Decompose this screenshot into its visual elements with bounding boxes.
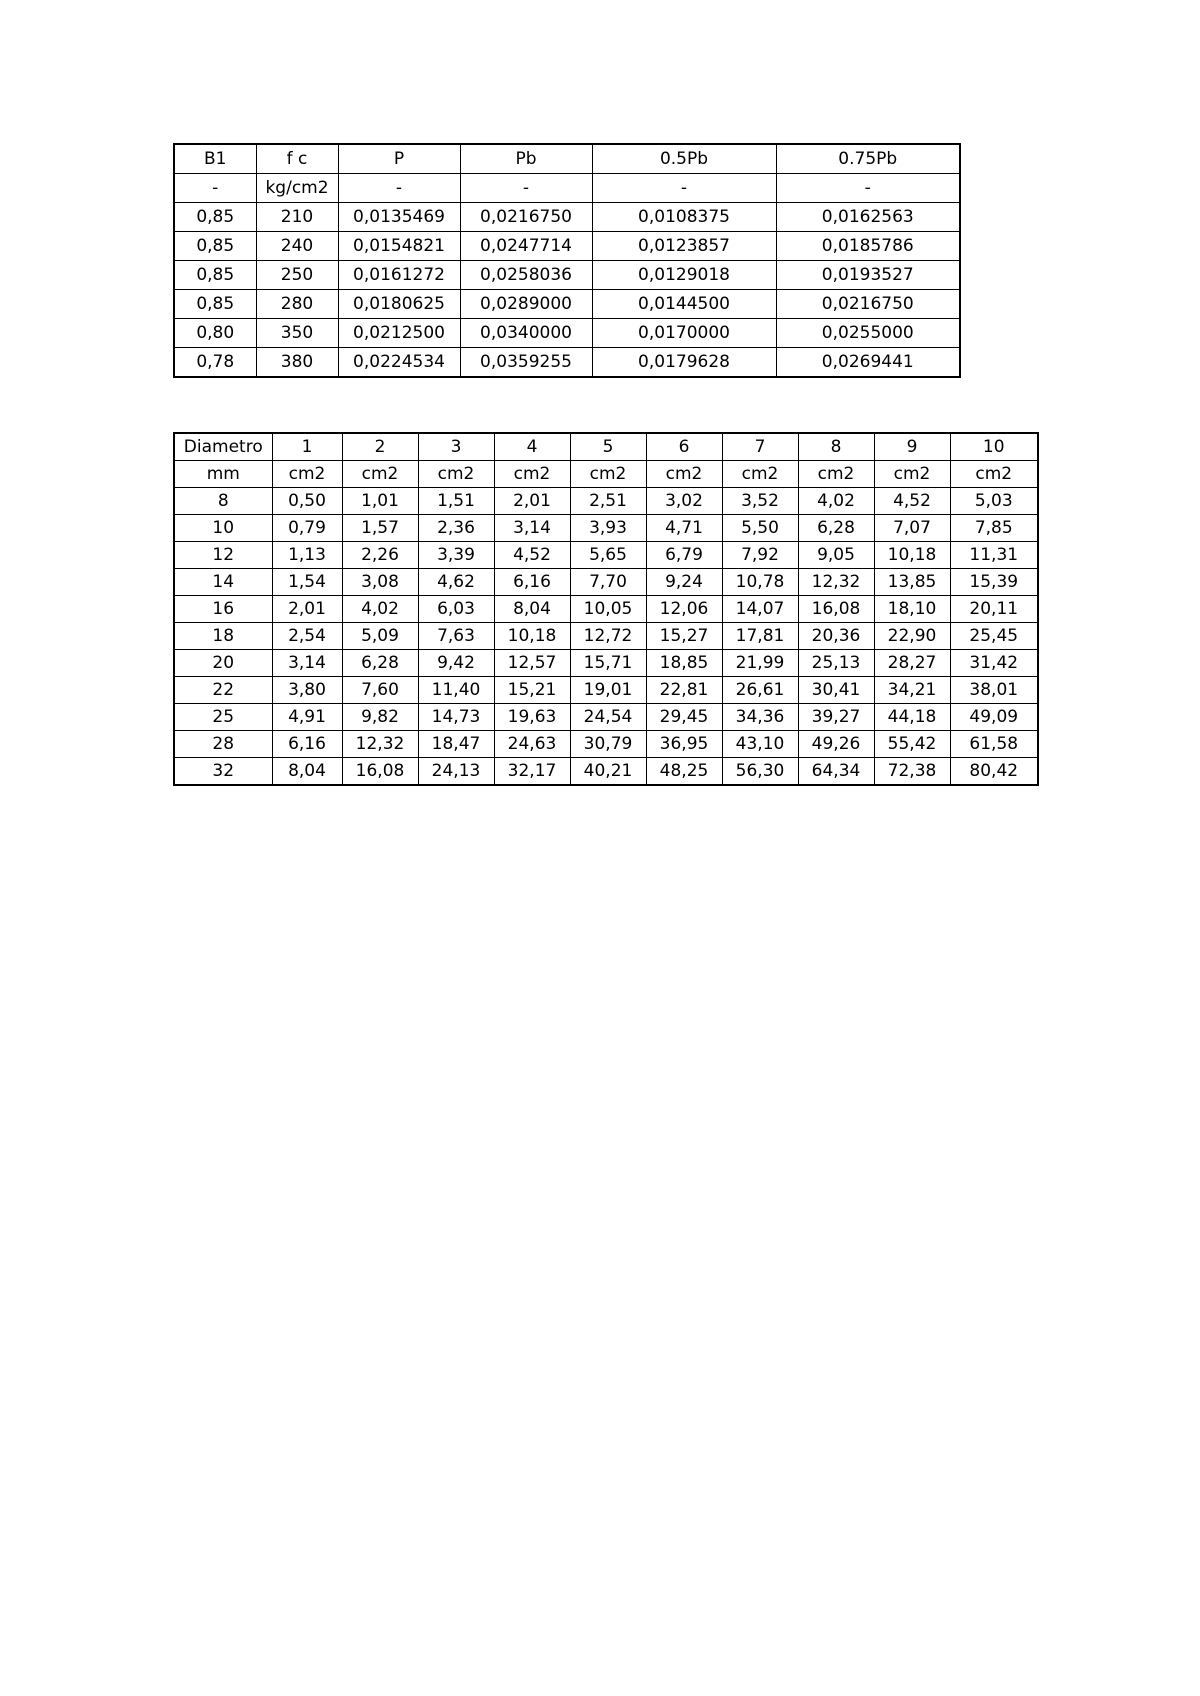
bars-cell: 14 [174, 569, 272, 596]
bars-cell: 0,79 [272, 515, 342, 542]
bars-cell: 44,18 [874, 704, 950, 731]
bars-cell: 28,27 [874, 650, 950, 677]
bars-cell: 4,52 [874, 488, 950, 515]
bars-cell: 1,51 [418, 488, 494, 515]
bars-cell: 32,17 [494, 758, 570, 786]
bars-cell: 20 [174, 650, 272, 677]
rho-cell: 0,85 [174, 232, 256, 261]
bars-cell: 3,08 [342, 569, 418, 596]
rho-cell: 0,0216750 [460, 203, 592, 232]
bars-cell: 30,79 [570, 731, 646, 758]
bars-cell: 1,54 [272, 569, 342, 596]
bars-cell: 8 [798, 433, 874, 461]
rho-data-row [174, 290, 960, 319]
rho-cell: 0,0170000 [592, 319, 776, 348]
bars-cell: 1 [272, 433, 342, 461]
bars-cell: 19,01 [570, 677, 646, 704]
bars-cell: 2,54 [272, 623, 342, 650]
rho-cell: 0,0123857 [592, 232, 776, 261]
rho-cell: B1 [174, 144, 256, 174]
bars-cell: 13,85 [874, 569, 950, 596]
bars-cell: cm2 [570, 461, 646, 488]
bars-data-row [174, 542, 1038, 569]
bars-cell: 61,58 [950, 731, 1038, 758]
bars-cell: 43,10 [722, 731, 798, 758]
bars-cell: 2,36 [418, 515, 494, 542]
bars-cell: 5,65 [570, 542, 646, 569]
bars-cell: 25,45 [950, 623, 1038, 650]
bars-cell: 5,09 [342, 623, 418, 650]
rho-cell: 0,0258036 [460, 261, 592, 290]
bars-cell: cm2 [272, 461, 342, 488]
bars-cell: 2 [342, 433, 418, 461]
rho-cell: 380 [256, 348, 338, 378]
rho-cell: P [338, 144, 460, 174]
bars-cell: 28 [174, 731, 272, 758]
bars-cell: 7,07 [874, 515, 950, 542]
bars-cell: 10 [950, 433, 1038, 461]
bars-cell: 20,11 [950, 596, 1038, 623]
bars-cell: 6,03 [418, 596, 494, 623]
rho-cell: 0,80 [174, 319, 256, 348]
rho-cell: 0,0212500 [338, 319, 460, 348]
bars-cell: 80,42 [950, 758, 1038, 786]
bars-cell: 36,95 [646, 731, 722, 758]
bars-cell: 55,42 [874, 731, 950, 758]
bars-cell: 6,79 [646, 542, 722, 569]
bars-cell: 29,45 [646, 704, 722, 731]
bars-cell: 16,08 [798, 596, 874, 623]
bars-cell: 34,36 [722, 704, 798, 731]
bars-cell: 8,04 [494, 596, 570, 623]
rho-cell: 350 [256, 319, 338, 348]
bars-cell: cm2 [418, 461, 494, 488]
bars-cell: cm2 [798, 461, 874, 488]
bars-cell: 39,27 [798, 704, 874, 731]
rho-data-row [174, 261, 960, 290]
bars-cell: 56,30 [722, 758, 798, 786]
bars-units-row [174, 461, 1038, 488]
rho-cell: - [460, 174, 592, 203]
rho-cell: 0,0193527 [776, 261, 960, 290]
rho-cell: 0,0162563 [776, 203, 960, 232]
rho-cell: 0,0224534 [338, 348, 460, 378]
bars-cell: 2,26 [342, 542, 418, 569]
bars-cell: cm2 [646, 461, 722, 488]
bars-cell: 4,02 [798, 488, 874, 515]
rho-cell: 0,0154821 [338, 232, 460, 261]
rho-cell: - [174, 174, 256, 203]
bars-cell: 7,63 [418, 623, 494, 650]
bars-cell: 49,09 [950, 704, 1038, 731]
bars-cell: 0,50 [272, 488, 342, 515]
rho-cell: 0,0161272 [338, 261, 460, 290]
bars-cell: mm [174, 461, 272, 488]
bars-cell: 4,91 [272, 704, 342, 731]
bars-cell: 25,13 [798, 650, 874, 677]
bars-cell: 15,39 [950, 569, 1038, 596]
bars-cell: 48,25 [646, 758, 722, 786]
bars-data-row [174, 623, 1038, 650]
bars-cell: 7,60 [342, 677, 418, 704]
bars-cell: 7,92 [722, 542, 798, 569]
rho-cell: 0,0185786 [776, 232, 960, 261]
bars-cell: 18,10 [874, 596, 950, 623]
bars-cell: 7,70 [570, 569, 646, 596]
bars-cell: 22 [174, 677, 272, 704]
bars-cell: 19,63 [494, 704, 570, 731]
bars-cell: 6 [646, 433, 722, 461]
bars-cell: 4,52 [494, 542, 570, 569]
rho-cell: 0,78 [174, 348, 256, 378]
bars-cell: 6,16 [272, 731, 342, 758]
bars-cell: 49,26 [798, 731, 874, 758]
rho-cell: 0,0108375 [592, 203, 776, 232]
bars-cell: 1,57 [342, 515, 418, 542]
rho-data-row [174, 319, 960, 348]
bars-cell: Diametro [174, 433, 272, 461]
rho-cell: 0,85 [174, 290, 256, 319]
bars-cell: 5,50 [722, 515, 798, 542]
bars-cell: 31,42 [950, 650, 1038, 677]
bars-cell: 72,38 [874, 758, 950, 786]
rho-data-row [174, 203, 960, 232]
bars-data-row [174, 650, 1038, 677]
bars-cell: 7,85 [950, 515, 1038, 542]
rho-cell: 0.5Pb [592, 144, 776, 174]
bars-cell: 3,93 [570, 515, 646, 542]
bars-cell: 2,01 [494, 488, 570, 515]
bars-cell: cm2 [950, 461, 1038, 488]
bars-cell: 2,51 [570, 488, 646, 515]
rho-header-row [174, 144, 960, 174]
bars-cell: 20,36 [798, 623, 874, 650]
rebar-area-table [173, 432, 1039, 786]
bars-cell: 3,80 [272, 677, 342, 704]
rho-cell: 0,0135469 [338, 203, 460, 232]
bars-cell: 16,08 [342, 758, 418, 786]
bars-cell: cm2 [874, 461, 950, 488]
bars-cell: 12 [174, 542, 272, 569]
rho-cell: 0.75Pb [776, 144, 960, 174]
bars-data-row [174, 731, 1038, 758]
bars-cell: 3,14 [494, 515, 570, 542]
rho-cell: 0,0269441 [776, 348, 960, 378]
bars-data-row [174, 569, 1038, 596]
bars-cell: 11,31 [950, 542, 1038, 569]
bars-cell: 4,02 [342, 596, 418, 623]
bars-cell: 4,71 [646, 515, 722, 542]
bars-cell: 22,81 [646, 677, 722, 704]
bars-cell: 24,13 [418, 758, 494, 786]
bars-cell: 3 [418, 433, 494, 461]
bars-cell: 5,03 [950, 488, 1038, 515]
rho-units-row [174, 174, 960, 203]
reinforcement-ratio-table [173, 143, 961, 378]
rho-cell: - [776, 174, 960, 203]
bars-data-row [174, 488, 1038, 515]
bars-cell: 10,78 [722, 569, 798, 596]
bars-cell: cm2 [342, 461, 418, 488]
bars-cell: 4,62 [418, 569, 494, 596]
rho-cell: - [592, 174, 776, 203]
bars-cell: 3,02 [646, 488, 722, 515]
bars-cell: 6,16 [494, 569, 570, 596]
rho-cell: 250 [256, 261, 338, 290]
bars-cell: 21,99 [722, 650, 798, 677]
bars-cell: 15,27 [646, 623, 722, 650]
bars-cell: 6,28 [342, 650, 418, 677]
bars-cell: 18,85 [646, 650, 722, 677]
bars-cell: 24,63 [494, 731, 570, 758]
bars-cell: 15,21 [494, 677, 570, 704]
bars-cell: 17,81 [722, 623, 798, 650]
bars-cell: 8 [174, 488, 272, 515]
rho-data-row [174, 348, 960, 378]
bars-header-row [174, 433, 1038, 461]
bars-cell: cm2 [494, 461, 570, 488]
bars-cell: 9,82 [342, 704, 418, 731]
bars-cell: 2,01 [272, 596, 342, 623]
rho-cell: 0,85 [174, 203, 256, 232]
rho-cell: 280 [256, 290, 338, 319]
bars-cell: 12,57 [494, 650, 570, 677]
bars-cell: 9,24 [646, 569, 722, 596]
bars-cell: 12,06 [646, 596, 722, 623]
bars-cell: 1,01 [342, 488, 418, 515]
bars-cell: 15,71 [570, 650, 646, 677]
rho-cell: 0,0289000 [460, 290, 592, 319]
bars-data-row [174, 758, 1038, 786]
rho-cell: 0,0247714 [460, 232, 592, 261]
bars-cell: 9 [874, 433, 950, 461]
rho-cell: 0,0340000 [460, 319, 592, 348]
bars-data-row [174, 677, 1038, 704]
bars-cell: 24,54 [570, 704, 646, 731]
bars-cell: 10 [174, 515, 272, 542]
bars-cell: 5 [570, 433, 646, 461]
bars-cell: 1,13 [272, 542, 342, 569]
bars-cell: 34,21 [874, 677, 950, 704]
bars-cell: 3,52 [722, 488, 798, 515]
rho-cell: 210 [256, 203, 338, 232]
rho-cell: - [338, 174, 460, 203]
rho-cell: 0,0129018 [592, 261, 776, 290]
rho-cell: 0,0255000 [776, 319, 960, 348]
rho-cell: Pb [460, 144, 592, 174]
bars-cell: 14,07 [722, 596, 798, 623]
bars-cell: 12,32 [798, 569, 874, 596]
bars-cell: 16 [174, 596, 272, 623]
rho-cell: 0,0179628 [592, 348, 776, 378]
bars-cell: 40,21 [570, 758, 646, 786]
rho-cell: 0,0216750 [776, 290, 960, 319]
rho-cell: f c [256, 144, 338, 174]
bars-data-row [174, 596, 1038, 623]
bars-cell: 18,47 [418, 731, 494, 758]
bars-cell: 14,73 [418, 704, 494, 731]
bars-cell: 18 [174, 623, 272, 650]
bars-cell: 64,34 [798, 758, 874, 786]
bars-cell: 7 [722, 433, 798, 461]
rho-cell: 0,0359255 [460, 348, 592, 378]
bars-cell: 8,04 [272, 758, 342, 786]
rho-data-row [174, 232, 960, 261]
bars-cell: 12,72 [570, 623, 646, 650]
rho-cell: 240 [256, 232, 338, 261]
bars-data-row [174, 704, 1038, 731]
bars-cell: 4 [494, 433, 570, 461]
bars-cell: 38,01 [950, 677, 1038, 704]
rho-cell: 0,0180625 [338, 290, 460, 319]
bars-data-row [174, 515, 1038, 542]
rho-cell: kg/cm2 [256, 174, 338, 203]
bars-cell: 25 [174, 704, 272, 731]
bars-cell: 6,28 [798, 515, 874, 542]
bars-cell: 26,61 [722, 677, 798, 704]
bars-cell: 32 [174, 758, 272, 786]
bars-cell: 3,39 [418, 542, 494, 569]
rho-cell: 0,0144500 [592, 290, 776, 319]
bars-cell: 30,41 [798, 677, 874, 704]
bars-cell: 9,05 [798, 542, 874, 569]
bars-cell: 9,42 [418, 650, 494, 677]
bars-cell: cm2 [722, 461, 798, 488]
bars-cell: 10,18 [874, 542, 950, 569]
bars-cell: 10,05 [570, 596, 646, 623]
bars-cell: 11,40 [418, 677, 494, 704]
bars-cell: 22,90 [874, 623, 950, 650]
bars-cell: 3,14 [272, 650, 342, 677]
bars-cell: 12,32 [342, 731, 418, 758]
bars-cell: 10,18 [494, 623, 570, 650]
rho-cell: 0,85 [174, 261, 256, 290]
